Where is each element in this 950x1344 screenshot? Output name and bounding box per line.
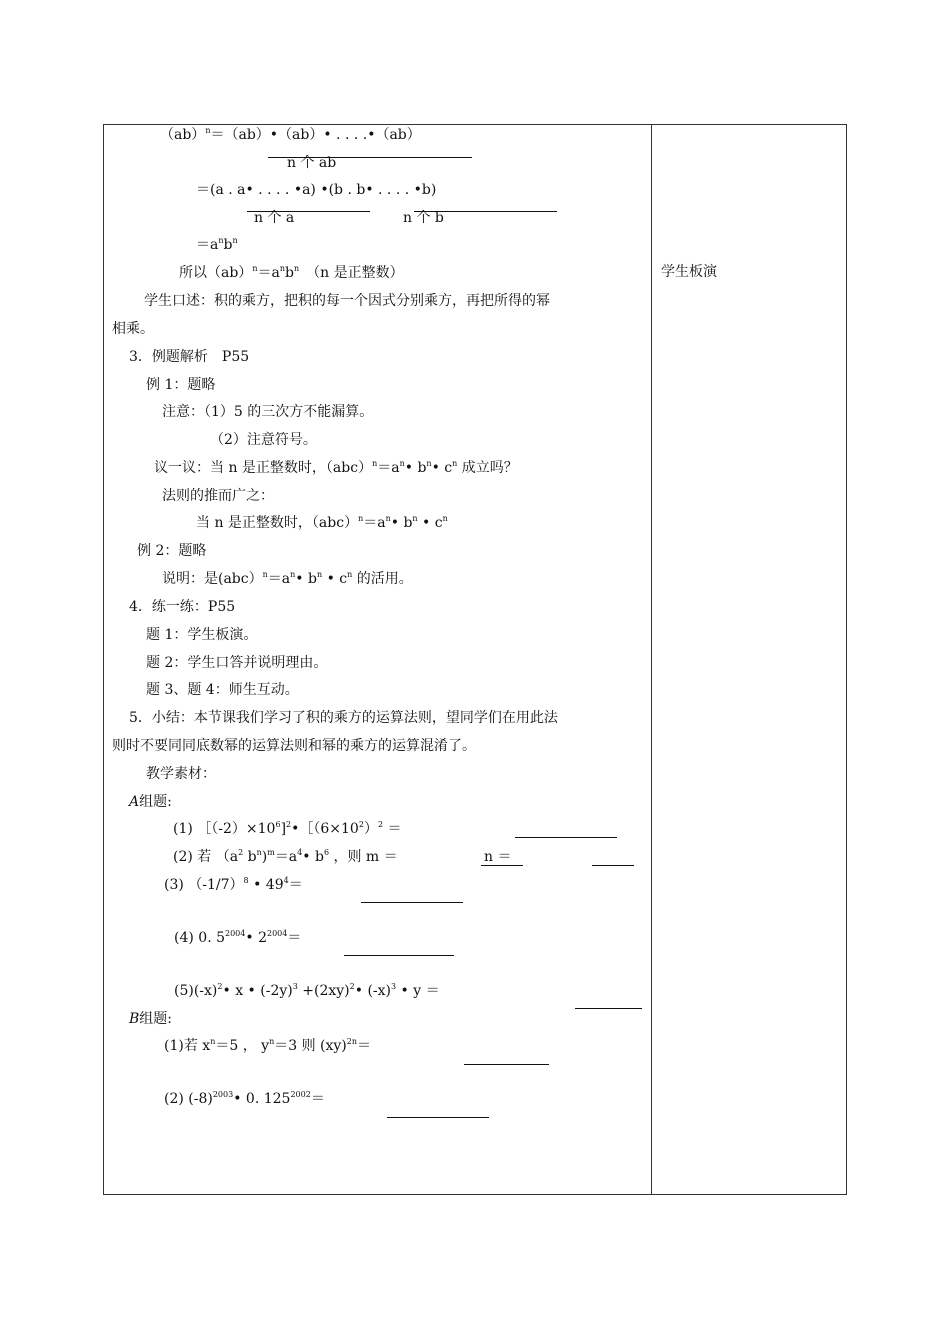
- example2: 例 2：题略: [137, 543, 207, 559]
- derivation-line2: ＝(a . a• . . . . •a) •(b . b• . . . . •b): [196, 182, 437, 198]
- exercise-a2: (2) 若 （$a^2$ $b^n)^m=a^4•$ $b^6$ ，则 m ＝: [173, 848, 398, 865]
- section3-heading: 3．例题解析 P55: [129, 349, 250, 365]
- oral-line1: 学生口述：积的乘方，把积的每一个因式分别乘方，再把所得的幂: [144, 293, 550, 309]
- exercise-a1: (1) $[(-2)\times 10^6]^2•[(6\times 10^2)^2$ ＝: [173, 820, 402, 837]
- answer-blank-a2-m[interactable]: [481, 865, 523, 866]
- brace-label-2b: n 个 b: [403, 210, 444, 226]
- group-a-heading: A组题:: [129, 794, 172, 810]
- conclusion-line: 所以$(ab)^n=a^nb^n$ （n 是正整数）: [179, 264, 404, 281]
- rule-line: 当 n 是正整数时，$(abc)^n=a^n•$ $b^n$ • $c^n$: [196, 514, 448, 531]
- summary-line1: 5．小结：本节课我们学习了积的乘方的运算法则，望同学们在用此法: [129, 710, 558, 726]
- exercise-a3: (3) $(-1/7)^8$ • $49^4=$: [164, 876, 303, 893]
- brace-label-2a: n 个 a: [254, 210, 295, 226]
- answer-blank-a5[interactable]: [575, 1008, 642, 1009]
- materials-heading: 教学素材：: [146, 766, 216, 782]
- answer-blank-b2[interactable]: [387, 1117, 489, 1118]
- question1: 题 1：学生板演。: [146, 627, 258, 643]
- section4-heading: 4．练一练：P55: [129, 599, 236, 615]
- example1: 例 1：题略: [146, 377, 216, 393]
- answer-blank-b1[interactable]: [464, 1064, 549, 1065]
- oral-line2: 相乘。: [112, 321, 154, 337]
- answer-blank-a3[interactable]: [361, 902, 463, 903]
- question2: 题 2：学生口答并说明理由。: [146, 655, 328, 671]
- exercise-a2-n: n ＝: [484, 849, 512, 865]
- brace-label-1: n 个 ab: [287, 155, 337, 171]
- discuss-line: 议一议：当 n 是正整数时，$(abc)^n=a^n•$ $b^n•$ $c^n$ 成立吗？: [154, 459, 518, 476]
- question34: 题 3、题 4：师生互动。: [146, 682, 299, 698]
- answer-blank-a1[interactable]: [515, 837, 617, 838]
- derivation-line1: （ab）$^n$＝（ab）•（ab）• . . . .•（ab）: [160, 126, 421, 143]
- derivation-line3: $=a^nb^n$: [196, 236, 238, 253]
- exercise-a4: (4) 0. $5^{2004}•$ $2^{2004}=$: [174, 929, 302, 946]
- right-column-note: 学生板演: [661, 264, 717, 280]
- answer-blank-a4[interactable]: [344, 955, 454, 956]
- exercise-b2: (2) $(-8)^{2003}•$ 0. $125^{2002}=$: [164, 1090, 325, 1107]
- note1: 注意：（1）5 的三次方不能漏算。: [162, 404, 374, 420]
- group-b-heading: B组题:: [129, 1011, 173, 1027]
- answer-blank-a2-n[interactable]: [592, 865, 634, 866]
- exercise-b1: (1)若 $x^n=5$ ， $y^n=3$ 则 (xy)$^{2n}$＝: [164, 1037, 372, 1054]
- generalize-heading: 法则的推而广之：: [162, 488, 274, 504]
- exercise-a5: $(5)(-x)^2•$ x • $(-2y)^3$ $+(2xy)^2•$ $(-x)^3$ • y ＝: [174, 982, 440, 999]
- note2: （2）注意符号。: [210, 432, 317, 448]
- explain-line: 说明：是$(abc)^n=a^n•$ $b^n$ • $c^n$ 的活用。: [162, 570, 413, 587]
- column-divider: [651, 124, 652, 1195]
- summary-line2: 则时不要同同底数幂的运算法则和幂的乘方的运算混淆了。: [112, 738, 476, 754]
